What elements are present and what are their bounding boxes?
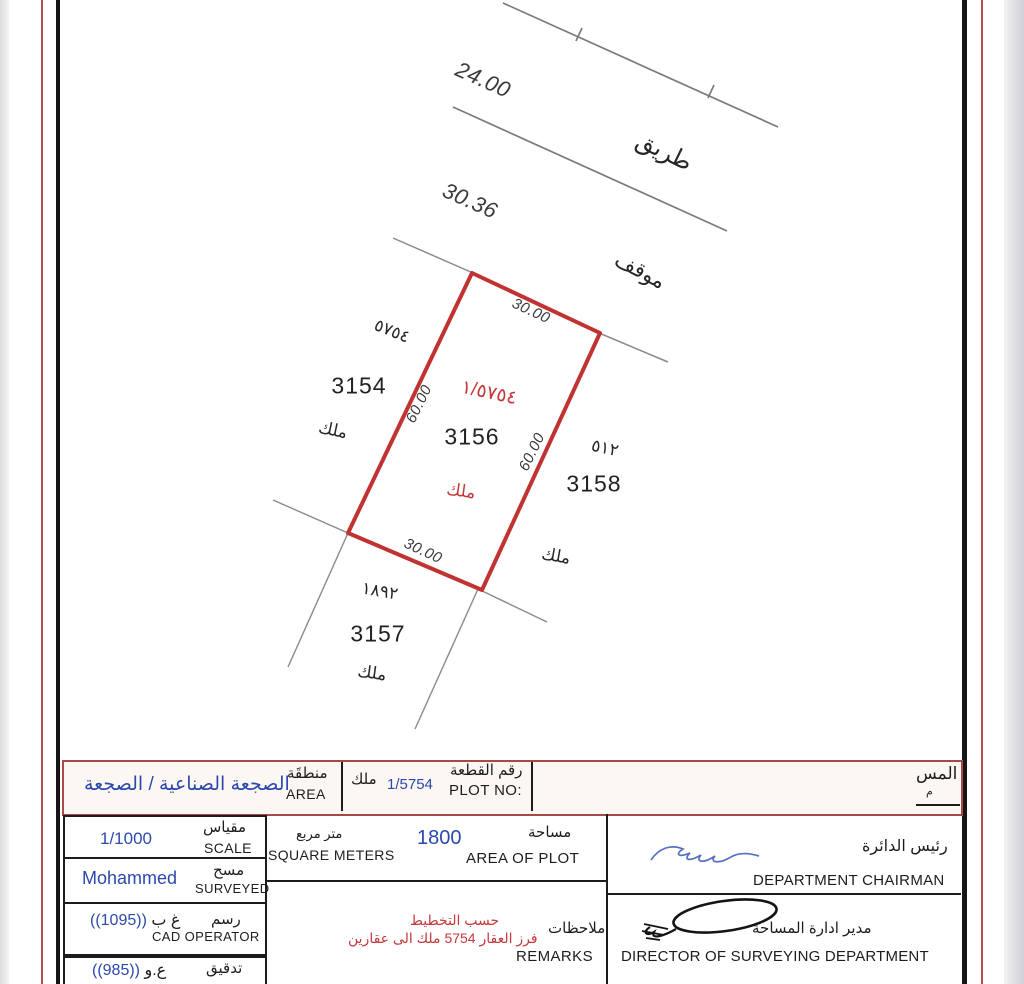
- remarks-label-en: REMARKS: [516, 948, 593, 965]
- cad-label-ar: رسم: [211, 911, 241, 928]
- plotno-label-ar: رقم القطعة: [450, 762, 523, 779]
- area-value: الصجعة الصناعية / الصجعة: [84, 774, 290, 795]
- scale-label-ar: مقياس: [203, 819, 247, 836]
- remarks-label-ar: ملاحظات: [548, 920, 606, 937]
- surveyed-label-ar: مسح: [213, 862, 245, 879]
- remarks-note-line1: حسب التخطيط: [410, 912, 500, 928]
- surveyed-label-en: SURVEYED: [195, 881, 270, 896]
- boundary-ext-southeast: [478, 589, 547, 622]
- boundary-ext-south: [415, 589, 478, 729]
- cad-value: [90, 912, 180, 930]
- plot-dim-right: 60.00: [515, 430, 549, 474]
- divider-area-plotno: [341, 762, 343, 811]
- chairman-signature: [645, 840, 775, 868]
- area-label-en: AREA: [286, 786, 326, 802]
- area-of-plot-label-ar: مساحة: [528, 824, 572, 841]
- plot-dim-top: 30.00: [509, 294, 553, 328]
- director-label-en: DIRECTOR OF SURVEYING DEPARTMENT: [621, 948, 929, 965]
- divider-areaplot-remarks: [265, 880, 608, 882]
- neighbor-south-tenure: ملك: [356, 661, 388, 685]
- road-width-label: 24.00: [451, 56, 515, 103]
- director-label-ar: مدير ادارة المساحة: [752, 920, 872, 937]
- plot-number: 3156: [444, 423, 500, 450]
- setback-dim-label: 30.36: [438, 177, 502, 224]
- audit-value-number: ((985)): [92, 962, 141, 979]
- plot-dim-bottom: 30.00: [401, 534, 445, 568]
- plot-survey-ref: ١/٥٧٥٤: [459, 376, 519, 410]
- sqm-label-ar: متر مربع: [296, 826, 343, 841]
- boundary-ext-southwest: [288, 533, 348, 667]
- audit-label-ar: تدقيق: [206, 960, 243, 977]
- area-label-ar: منطقَة: [287, 765, 328, 782]
- scale-value: 1/1000: [100, 829, 152, 848]
- boundary-ext-west: [273, 500, 348, 533]
- cad-label-en: CAD OPERATOR: [152, 929, 260, 944]
- neighbor-east-ref: ٥١٢: [589, 435, 621, 461]
- divider-chairman-director: [606, 893, 961, 895]
- audit-value: [92, 962, 166, 980]
- plot-tenure: ملك: [445, 479, 477, 503]
- block-boundary-left: [393, 238, 473, 273]
- header-cut-underline: [916, 804, 960, 806]
- plotno-tenure: ملك: [351, 771, 377, 788]
- area-of-plot-label-en: AREA OF PLOT: [466, 850, 580, 867]
- neighbor-west-tenure: ملك: [316, 417, 350, 443]
- road-name-label: طريق: [631, 126, 697, 177]
- area-of-plot-value: 1800: [417, 827, 462, 849]
- neighbor-southeast-tenure: ملك: [540, 544, 572, 568]
- neighbor-east-number: 3158: [566, 470, 622, 497]
- chairman-label-ar: رئيس الدائرة: [862, 838, 948, 855]
- remarks-note-line2: فرز العقار 5754 ملك الى عقارين: [348, 930, 538, 946]
- block-boundary-right: [599, 333, 668, 362]
- plotno-value: 1/5754: [387, 776, 433, 793]
- plotno-label-en: PLOT NO:: [449, 782, 522, 799]
- cad-value-number: ((1095)): [90, 912, 147, 929]
- sqm-label-en: SQUARE METERS: [268, 847, 395, 863]
- scale-label-en: SCALE: [204, 840, 252, 856]
- chairman-label-en: DEPARTMENT CHAIRMAN: [753, 872, 945, 889]
- plot-dim-left: 60.00: [402, 382, 436, 426]
- surveyed-value: Mohammed: [82, 868, 178, 888]
- road-edge-line-1: [503, 3, 778, 127]
- audit-value-initials: ع.و: [144, 962, 167, 979]
- neighbor-west-ref: ٥٧٥٤: [371, 315, 413, 347]
- neighbor-south-number: 3157: [350, 620, 406, 647]
- cad-value-initials: غ ب: [151, 912, 181, 929]
- header-cut-small: م: [926, 786, 933, 798]
- divider-plotno-right: [531, 762, 533, 811]
- divider-mid-right: [606, 814, 608, 984]
- parking-label: موقف: [610, 248, 670, 294]
- neighbor-south-ref: ١٨٩٢: [360, 578, 400, 604]
- neighbor-west-number: 3154: [331, 372, 387, 399]
- header-cut-text: المس: [916, 764, 958, 783]
